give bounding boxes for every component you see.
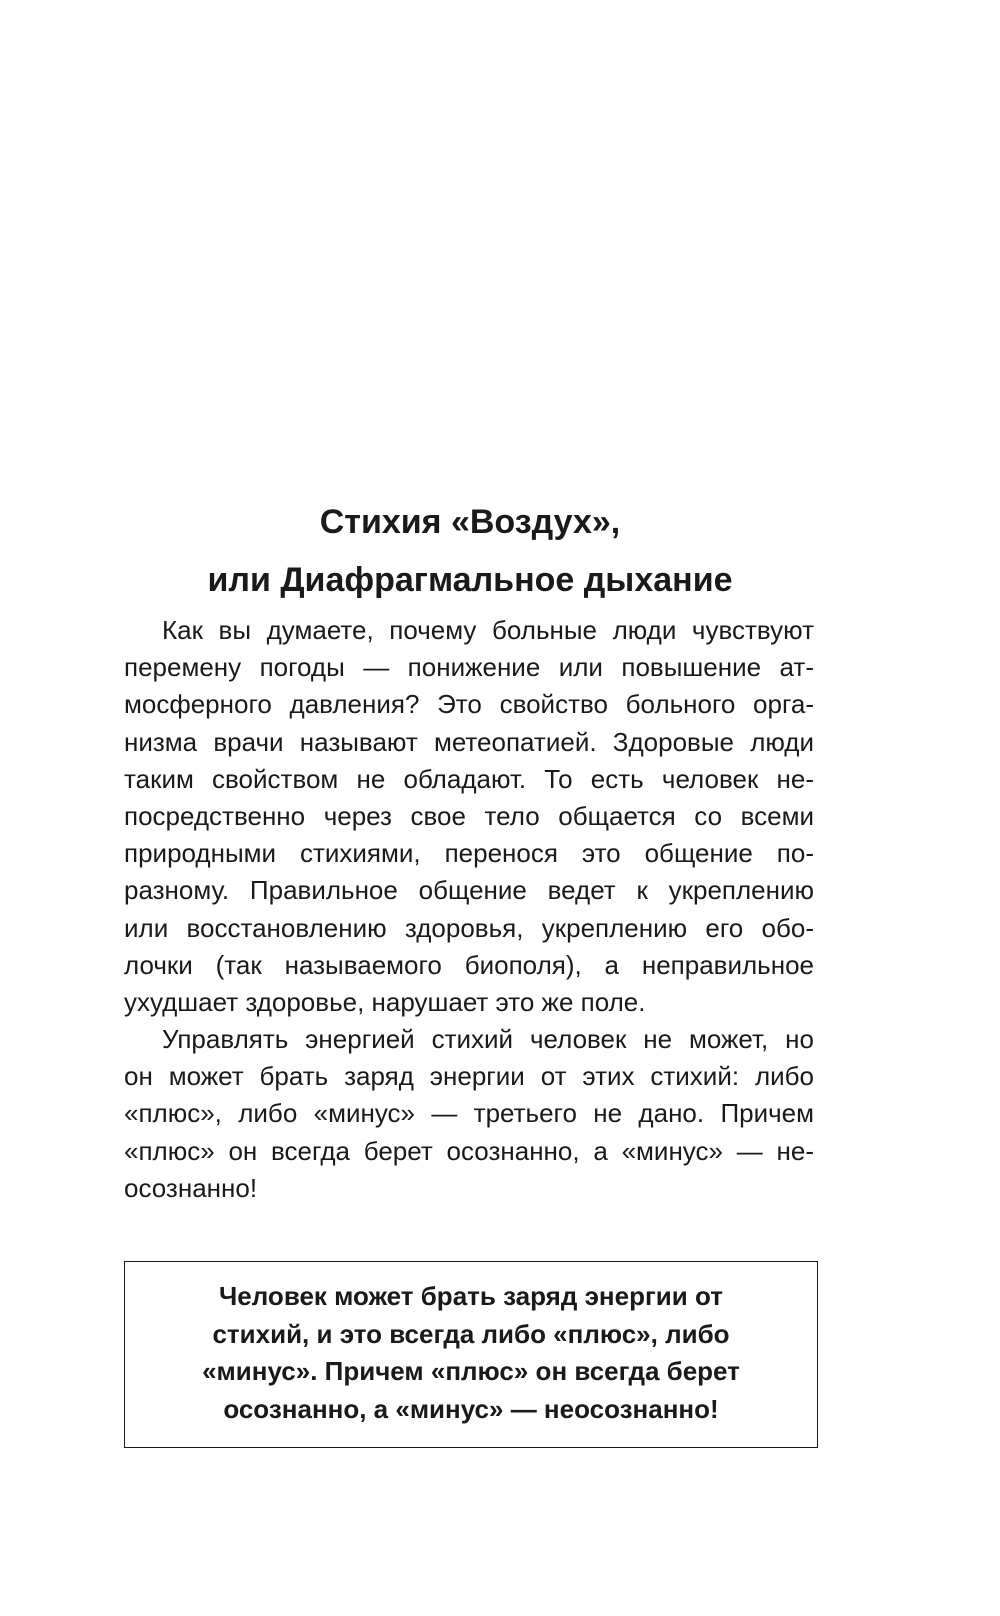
text-line: разному. Правильное общение ведет к укреплению <box>124 875 814 906</box>
text-line: «плюс» он всегда берет осознанно, а «минус» — не- <box>124 1135 814 1166</box>
text-line: осознанно! <box>124 1172 258 1203</box>
text-line: лочки (так называемого биополя), а неправильное <box>124 949 814 980</box>
callout-line: «минус». Причем «плюс» он всегда берет <box>202 1356 740 1386</box>
text-line: «плюс», либо «минус» — третьего не дано. Причем <box>124 1098 814 1129</box>
chapter-title-line: Стихия «Воздух», <box>319 503 621 541</box>
callout-box <box>124 1261 818 1448</box>
text-line: посредственно через свое тело общается со всеми <box>124 800 814 831</box>
text-line: таким свойством не обладают. То есть человек не- <box>124 763 814 794</box>
text-line: он может брать заряд энергии от этих стихий: либо <box>124 1061 814 1092</box>
text-line: Управлять энергией стихий человек не может, но <box>162 1024 814 1055</box>
paragraph <box>124 1021 814 1207</box>
text-line: Как вы думаете, почему больные люди чувствуют <box>162 615 814 645</box>
chapter-title-line: или Диафрагмальное дыхание <box>207 561 733 599</box>
callout-line: осознанно, а «минус» — неосознанно! <box>223 1393 719 1424</box>
chapter-title <box>120 493 820 609</box>
callout-line: Человек может брать заряд энергии от <box>219 1281 723 1311</box>
text-line: мосферного давления? Это свойство больного орга- <box>124 689 814 720</box>
text-line: или восстановлению здоровья, укреплению его обо- <box>124 912 814 943</box>
callout-line: стихий, и это всегда либо «плюс», либо <box>212 1318 730 1349</box>
text-line: низма врачи называют метеопатией. Здоровые люди <box>124 726 814 757</box>
paragraph <box>124 612 814 1021</box>
text-line: перемену погоды — понижение или повышение ат- <box>124 652 814 683</box>
text-line: природными стихиями, перенося это общение по- <box>124 838 814 869</box>
text-line: ухудшает здоровье, нарушает это же поле. <box>124 986 646 1017</box>
body-text <box>124 612 814 1207</box>
